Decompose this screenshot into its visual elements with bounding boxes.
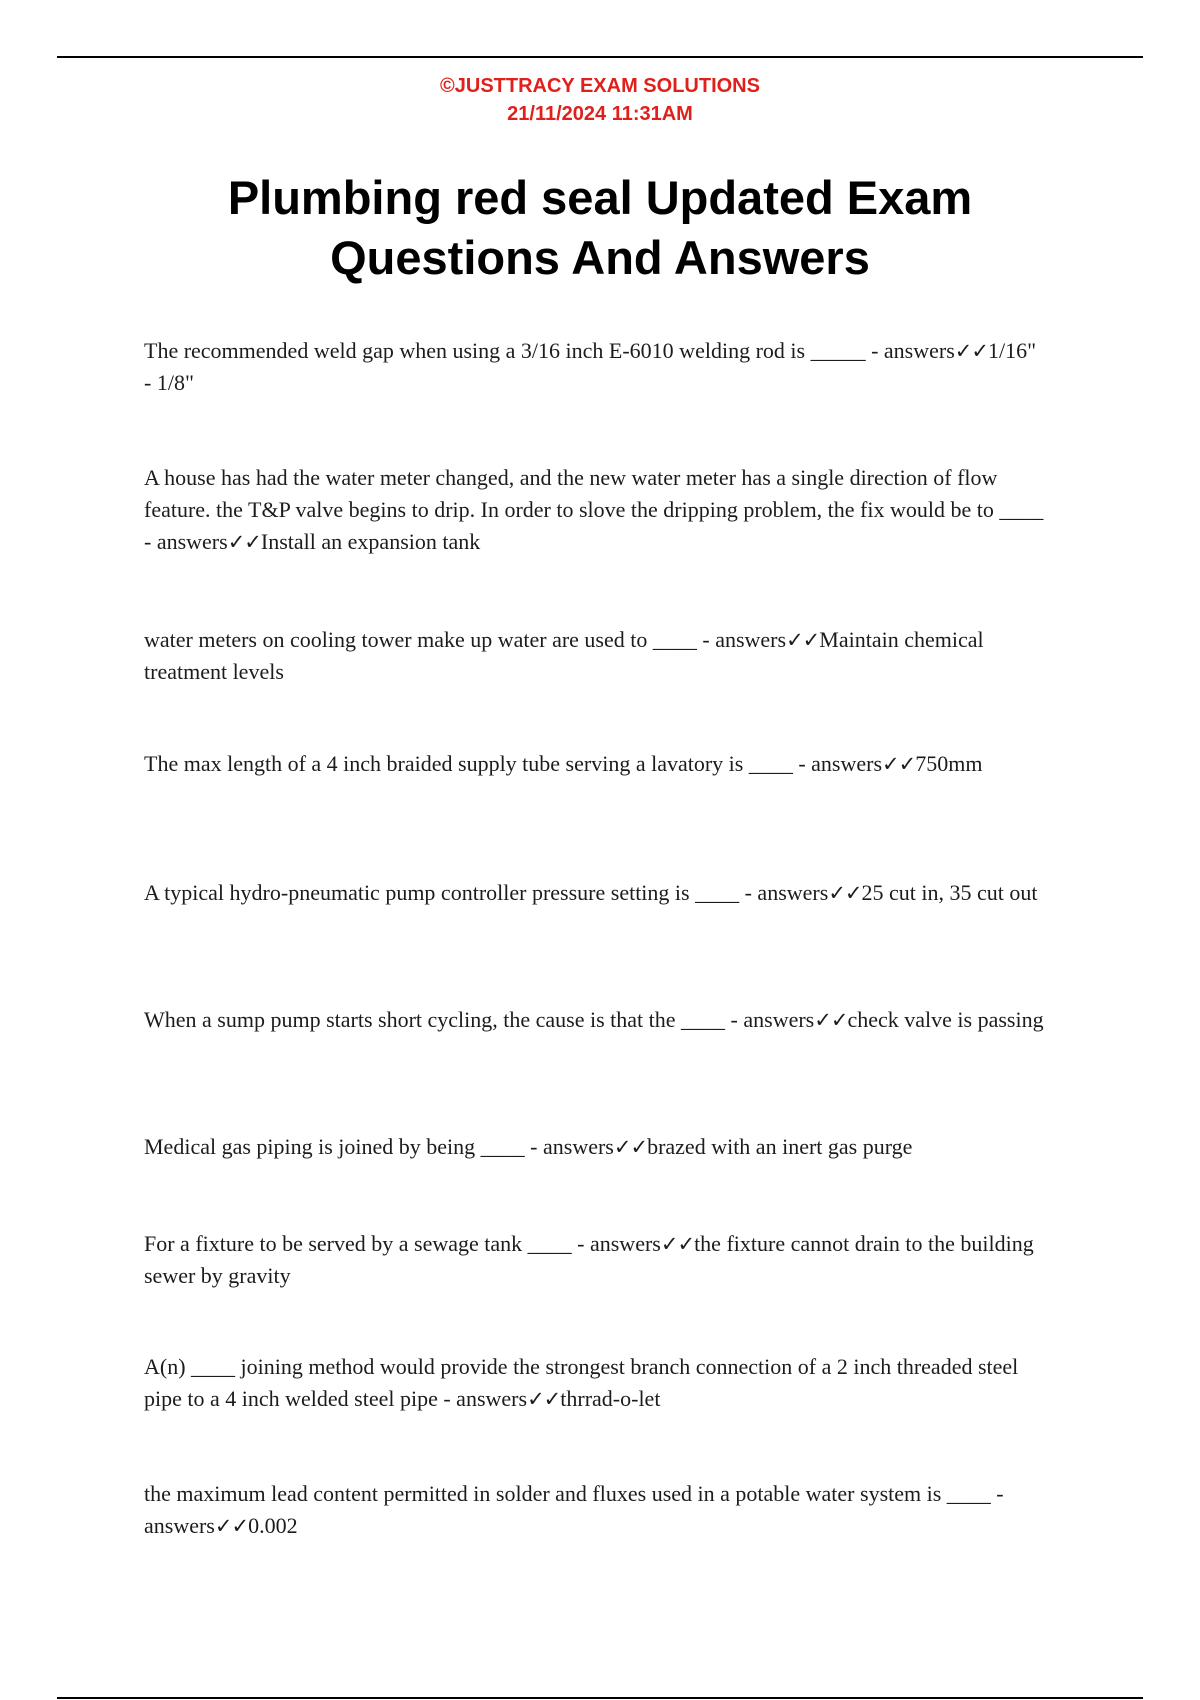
answer-text: 1/16" - 1/8" xyxy=(144,338,1037,395)
question-text: the maximum lead content permitted in solder and fluxes used in a potable water system is ____ xyxy=(144,1481,991,1506)
answer-text: 0.002 xyxy=(248,1513,298,1538)
answer-text: check valve is passing xyxy=(847,1007,1044,1032)
checkmark-icon: ✓✓ xyxy=(786,628,820,652)
checkmark-icon: ✓✓ xyxy=(613,1135,648,1159)
question-text: When a sump pump starts short cycling, the cause is that the ____ xyxy=(144,1007,726,1032)
title-line-2: Questions And Answers xyxy=(330,231,870,284)
qa-item xyxy=(144,1228,1044,1292)
answer-text: thrrad-o-let xyxy=(560,1386,661,1411)
answer-label: - answers xyxy=(144,529,228,554)
question-text: A house has had the water meter changed, and the new water meter has a single direction of flow feature. the T&P valve begins to drip. In order to slove the dripping problem, the fix would be to ____ xyxy=(144,465,1044,522)
answer-label: - answers xyxy=(577,1231,661,1256)
answer-label: - answers xyxy=(702,627,787,652)
checkmark-icon: ✓✓ xyxy=(527,1387,561,1411)
qa-item xyxy=(144,1478,1044,1542)
qa-item xyxy=(144,1351,1044,1415)
checkmark-icon: ✓✓ xyxy=(828,881,862,905)
answer-label: - answers xyxy=(443,1386,528,1411)
answer-text: 750mm xyxy=(915,751,983,776)
qa-item xyxy=(144,335,1044,399)
qa-item xyxy=(144,462,1044,558)
answer-text: brazed with an inert gas purge xyxy=(647,1134,913,1159)
checkmark-icon: ✓✓ xyxy=(227,530,261,554)
top-rule xyxy=(57,56,1143,58)
question-text: Medical gas piping is joined by being ____ xyxy=(144,1134,525,1159)
answer-label: - answers xyxy=(144,1481,1004,1538)
answer-text: 25 cut in, 35 cut out xyxy=(861,880,1038,905)
question-text: The max length of a 4 inch braided supply tube serving a lavatory is ____ xyxy=(144,751,793,776)
qa-item xyxy=(144,877,1044,909)
question-text: water meters on cooling tower make up water are used to ____ xyxy=(144,627,697,652)
answer-label: - answers xyxy=(798,751,883,776)
answer-text: the fixture cannot drain to the building sewer by gravity xyxy=(144,1231,1034,1288)
checkmark-icon: ✓✓ xyxy=(214,1514,249,1538)
question-text: For a fixture to be served by a sewage tank ____ xyxy=(144,1231,572,1256)
answer-text: Install an expansion tank xyxy=(260,529,481,554)
checkmark-icon: ✓✓ xyxy=(954,339,988,363)
qa-item xyxy=(144,624,1044,688)
document-title xyxy=(100,168,1100,288)
answer-label: - answers xyxy=(871,338,955,363)
page-header xyxy=(0,72,1200,128)
answer-label: - answers xyxy=(530,1134,614,1159)
answer-text: Maintain chemical treatment levels xyxy=(144,627,984,684)
question-text: The recommended weld gap when using a 3/16 inch E-6010 welding rod is _____ xyxy=(144,338,866,363)
title-line-1: Plumbing red seal Updated Exam xyxy=(227,171,973,224)
checkmark-icon: ✓✓ xyxy=(882,752,916,776)
copyright-notice: ©JUSTTRACY EXAM SOLUTIONS xyxy=(440,75,760,97)
qa-item xyxy=(144,1004,1044,1036)
timestamp: 21/11/2024 11:31AM xyxy=(507,103,693,125)
question-text: A typical hydro-pneumatic pump controller pressure setting is ____ xyxy=(144,880,740,905)
question-text: A(n) ____ joining method would provide the strongest branch connection of a 2 inch threaded steel pipe to a 4 inch welded steel pipe xyxy=(144,1354,1019,1411)
answer-label: - answers xyxy=(744,880,829,905)
qa-item xyxy=(144,1131,1044,1163)
answer-label: - answers xyxy=(730,1007,815,1032)
qa-item xyxy=(144,748,1044,780)
bottom-rule xyxy=(57,1697,1143,1699)
checkmark-icon: ✓✓ xyxy=(814,1008,848,1032)
checkmark-icon: ✓✓ xyxy=(660,1232,695,1256)
